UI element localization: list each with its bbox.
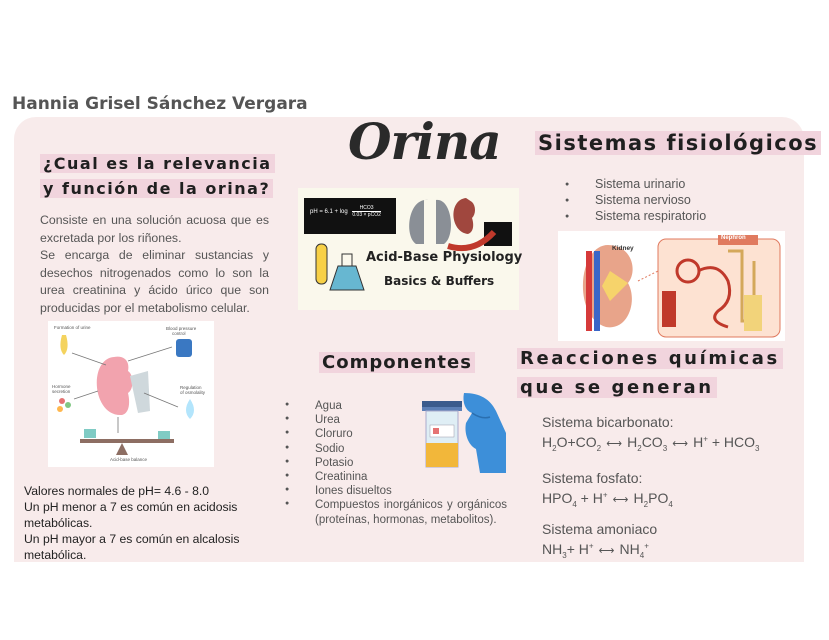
sistemas-item: ● Sistema urinario [565,176,706,192]
amoniaco-system [542,521,657,560]
relevance-paragraph-2: Se encarga de eliminar sustancias y desechos nitrogenados como lo son la urea creatinina y ácido úrico que son producidas por el metabolismo celular. [40,248,269,315]
kidney-diagram-label-pressure: Blood pressure [166,326,197,331]
lungs-icon [409,200,428,244]
ph-alkalosis-text: Un pH mayor a 7 es común en alcalosis metabólica. [24,532,240,562]
urine-drop-icon [60,335,67,355]
acid-base-image-subtitle: Basics & Buffers [384,274,495,288]
componentes-item: ● Iones disueltos [285,485,392,498]
reacciones-heading [517,344,797,402]
reacciones-heading-line1: Reacciones químicas [517,348,783,369]
sistemas-item: ● Sistema nervioso [565,192,706,208]
componentes-item: ● Cloruro [285,428,353,441]
flask-icon [330,266,364,290]
test-tube-icon [316,244,327,284]
kidney-diagram-label-urine: Formation of urine [54,325,91,330]
urine-sample-icon [420,393,510,473]
fosfato-equation: $HPO_4 + H^+$ ⟷ $H_2PO_4$ [542,490,673,509]
ph-normal-values: Valores normales de pH= 4.6 - 8.0 [24,484,210,498]
nephron-label: Nephron [721,235,746,241]
reacciones-heading-line2: que se generan [517,377,717,398]
bicarbonato-label: Sistema bicarbonato: [542,414,674,430]
acid-base-image-title: Acid-Base Physiology [366,250,523,265]
kidney-functions-diagram [48,321,214,467]
componentes-heading: Componentes [319,352,475,373]
componentes-item: ● Sodio [285,442,345,455]
kidney-icon [97,357,133,415]
componentes-item: ● Urea [285,414,340,427]
water-drop-icon [186,399,194,419]
componentes-item: ● Agua [285,400,342,412]
relevance-heading-line1: ¿Cual es la relevancia [40,154,275,173]
kidney-nephron-diagram [558,231,785,341]
kidney-diagram-label-acidbase: Acid-base balance [110,457,148,462]
componentes-item: ● Potasio [285,456,354,469]
svg-text:control: control [172,331,186,336]
sistemas-item: ● Sistema respiratorio [565,208,706,224]
hh-formula: pH = 6.1 + log [310,209,348,216]
ph-acidosis-text: Un pH menor a 7 es común en acidosis metabólicas. [24,500,238,530]
svg-text:of osmolality: of osmolality [180,390,206,395]
kidney-label: Kidney [612,245,634,252]
hh-denominator: 0.03 × pCO2 [352,212,381,218]
blood-pressure-icon [176,339,192,357]
sistemas-list [565,176,706,224]
amoniaco-equation: $NH_3+ H^+$ ⟷ $NH_4^+$ [542,541,649,560]
relevance-heading [40,152,280,202]
relevance-paragraph-1: Consiste en una solución acuosa que es excretada por los riñones. [40,213,269,245]
acid-base-physiology-image [298,188,523,310]
sistemas-heading: Sistemas fisiológicos [535,131,821,155]
kidney-diagram-label-hormone: Hormone [52,384,71,389]
relevance-heading-line2: y función de la orina? [40,179,273,198]
relevance-text [40,212,269,317]
balance-icon [80,439,174,443]
author-name: Hannia Grisel Sánchez Vergara [12,94,308,114]
svg-text:secretion: secretion [52,389,71,394]
vein-icon [594,251,600,331]
fosfato-system [542,470,673,509]
componentes-item: ● Compuestos inorgánicos y orgánicos (proteínas, hormonas, metabolitos). [285,499,507,526]
hormone-icon [59,398,65,404]
bicarbonato-equation: $H_2O+CO_2$ ⟷ $H_2CO_3$ ⟷ $H^+ + HCO_3$ [542,434,760,453]
ph-values-text [24,483,254,563]
glove-hand-icon [463,393,506,473]
bicarbonato-system [542,414,759,453]
fosfato-label: Sistema fosfato: [542,470,643,486]
artery-icon [586,251,592,331]
poster-title: Orina [348,112,501,171]
kidney-diagram-label-osmolality: Regulation [180,385,202,390]
kidney-icon [453,198,475,234]
amoniaco-label: Sistema amoniaco [542,521,658,537]
hh-numerator: HCO3 [352,205,381,212]
componentes-item: ● Creatinina [285,471,368,484]
